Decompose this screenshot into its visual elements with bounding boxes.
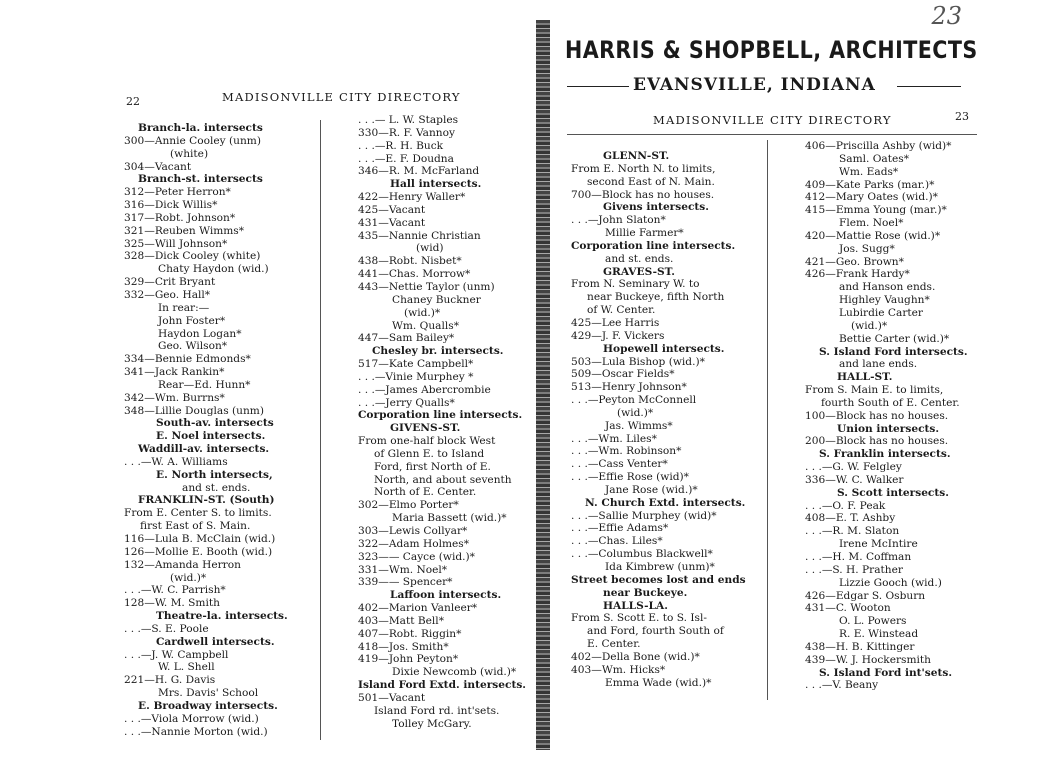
directory-line: 300—Annie Cooley (unm) <box>124 134 261 147</box>
directory-line: Saml. Oates* <box>839 152 910 165</box>
directory-line: From S. Main E. to limits, <box>805 384 944 397</box>
directory-line: . . .—O. F. Peak <box>805 499 886 512</box>
directory-line: 403—Wm. Hicks* <box>571 663 666 676</box>
directory-line: 317—Robt. Johnson* <box>124 211 236 224</box>
directory-line: 426—Edgar S. Osburn <box>805 589 926 602</box>
directory-line: O. L. Powers <box>839 615 907 628</box>
directory-line: 200—Block has no houses. <box>805 435 949 448</box>
column-divider-right <box>767 140 768 700</box>
directory-line: . . .—E. F. Doudna <box>358 152 454 165</box>
directory-line: fourth South of E. Center. <box>821 396 960 409</box>
directory-line: Jos. Sugg* <box>839 242 895 255</box>
directory-line: Emma Wade (wid.)* <box>605 676 712 689</box>
directory-line: Ida Kimbrew (unm)* <box>605 561 715 573</box>
directory-line: 323—— Cayce (wid.)* <box>358 550 475 563</box>
directory-line: second East of N. Main. <box>587 175 715 188</box>
directory-line: . . .—Vinie Murphey * <box>358 370 474 383</box>
directory-line: 501—Vacant <box>358 691 426 704</box>
right-page-number: 23 <box>955 110 969 123</box>
directory-line: From one-half block West <box>358 435 496 448</box>
directory-line: Bettie Carter (wid.)* <box>839 332 950 345</box>
ad-rule-right <box>897 86 961 87</box>
directory-line: . . .—R. H. Buck <box>358 139 444 152</box>
directory-line: 403—Matt Bell* <box>358 614 444 627</box>
directory-line: Tolley McGary. <box>392 717 472 730</box>
directory-line: S. Island Ford intersects. <box>819 345 968 358</box>
directory-line: Haydon Logan* <box>158 327 242 340</box>
directory-line: 415—Emma Young (mar.)* <box>805 204 947 217</box>
directory-line: of Glenn E. to Island <box>374 447 485 460</box>
directory-line: . . .—Jerry Qualls* <box>358 396 455 409</box>
directory-line: 422—Henry Waller* <box>358 191 466 204</box>
directory-line: Island Ford Extd. intersects. <box>358 679 526 692</box>
directory-line: Branch-la. intersects <box>138 122 263 134</box>
directory-line: From N. Seminary W. to <box>571 278 700 291</box>
directory-line: . . .—Wm. Robinson* <box>571 445 682 458</box>
directory-line: 332—Geo. Hall* <box>124 288 211 301</box>
directory-line: . . .—John Slaton* <box>571 214 666 227</box>
directory-line: Millie Farmer* <box>605 227 684 240</box>
directory-line: Corporation line intersects. <box>571 239 736 252</box>
directory-line: 425—Vacant <box>358 203 426 216</box>
directory-line: North of E. Center. <box>374 486 477 499</box>
directory-line: . . .—Wm. Liles* <box>571 432 657 445</box>
directory-line: . . .—Cass Venter* <box>571 458 668 471</box>
directory-line: of W. Center. <box>587 304 656 317</box>
directory-line: E. Center. <box>587 638 641 651</box>
directory-line: 438—H. B. Kittinger <box>805 640 915 653</box>
directory-line: 408—E. T. Ashby <box>805 512 896 525</box>
directory-line: 421—Geo. Brown* <box>805 255 904 268</box>
directory-line: . . .—R. M. Slaton <box>805 525 900 538</box>
directory-line: . . .—Sallie Murphey (wid)* <box>571 509 717 522</box>
directory-line: In rear:— <box>158 301 210 314</box>
directory-line: 438—Robt. Nisbet* <box>358 255 462 268</box>
directory-line: E. Noel intersects. <box>156 430 266 443</box>
directory-line: near Buckeye. <box>603 586 688 599</box>
directory-line: Jane Rose (wid.)* <box>605 483 698 496</box>
directory-line: 439—W. J. Hockersmith <box>805 653 931 666</box>
directory-line: 336—W. C. Walker <box>805 473 904 486</box>
directory-line: Waddill-av. intersects. <box>138 443 270 456</box>
directory-line: North, and about seventh <box>374 473 512 486</box>
directory-line: Street becomes lost and ends <box>571 573 746 586</box>
directory-line: South-av. intersects <box>156 417 274 430</box>
directory-line: Maria Bassett (wid.)* <box>392 512 507 525</box>
directory-line: and Hanson ends. <box>839 281 936 294</box>
directory-line: (wid.)* <box>170 571 207 584</box>
directory-line: E. Broadway intersects. <box>138 699 278 712</box>
directory-line: Lubirdie Carter <box>839 306 923 319</box>
directory-line: 221—H. G. Davis <box>124 674 216 687</box>
directory-line: Branch-st. intersects <box>138 173 263 186</box>
directory-line: HALLS-LA. <box>603 599 668 612</box>
directory-line: . . .—W. A. Williams <box>124 455 228 468</box>
directory-line: 331—Wm. Noel* <box>358 563 448 576</box>
directory-line: . . .—Effie Adams* <box>571 522 669 535</box>
directory-line: 447—Sam Bailey* <box>358 332 455 345</box>
directory-line: . . .—J. W. Campbell <box>124 648 229 661</box>
directory-line: 419—John Peyton* <box>358 653 459 666</box>
right-column-2 <box>805 140 968 692</box>
directory-line: Geo. Wilson* <box>158 340 228 353</box>
directory-line: 412—Mary Oates (wid.)* <box>805 191 938 204</box>
directory-line: N. Church Extd. intersects. <box>585 496 746 509</box>
directory-line: (wid.)* <box>404 306 441 319</box>
directory-line: Wm. Qualls* <box>392 319 460 332</box>
directory-line: Givens intersects. <box>603 201 709 214</box>
directory-line: Mrs. Davis' School <box>158 687 259 700</box>
directory-line: near Buckeye, fifth North <box>587 291 725 304</box>
directory-line: 402—Della Bone (wid.)* <box>571 650 700 663</box>
directory-line: 132—Amanda Herron <box>124 558 241 571</box>
directory-line: 431—C. Wooton <box>805 602 891 615</box>
directory-line: Chesley br. intersects. <box>372 345 504 358</box>
directory-line: 100—Block has no houses. <box>805 409 949 422</box>
directory-line: and Ford, fourth South of <box>587 625 724 638</box>
directory-line: 431—Vacant <box>358 216 426 229</box>
directory-line: Dixie Newcomb (wid.)* <box>392 666 517 679</box>
left-running-head: MADISONVILLE CITY DIRECTORY <box>222 90 461 104</box>
directory-line: From S. Scott E. to S. Isl- <box>571 612 707 625</box>
directory-line: 116—Lula B. McClain (wid.) <box>124 533 276 545</box>
directory-line: 407—Robt. Riggin* <box>358 627 462 640</box>
directory-line: Jas. Wimms* <box>605 419 673 432</box>
directory-line: 517—Kate Campbell* <box>358 358 474 371</box>
directory-line: S. Scott intersects. <box>837 486 949 499</box>
directory-line: S. Island Ford int'sets. <box>819 666 953 679</box>
directory-line: W. L. Shell <box>158 661 215 674</box>
handwritten-page-number: 23 <box>931 2 962 30</box>
directory-line: 425—Lee Harris <box>571 316 660 329</box>
directory-line: 341—Jack Rankin* <box>124 366 225 379</box>
directory-line: 321—Reuben Wimms* <box>124 224 245 237</box>
directory-line: 700—Block has no houses. <box>571 188 715 201</box>
directory-line: . . .—S. H. Prather <box>805 563 903 576</box>
directory-line: 322—Adam Holmes* <box>358 537 470 550</box>
directory-line: (wid.)* <box>617 406 654 419</box>
directory-line: Flem. Noel* <box>839 217 904 230</box>
directory-line: 126—Mollie E. Booth (wid.) <box>124 545 273 558</box>
directory-line: GLENN-ST. <box>603 150 670 162</box>
directory-line: Hopewell intersects. <box>603 342 725 355</box>
directory-line: . . .—Nannie Morton (wid.) <box>124 725 268 738</box>
directory-line: 435—Nannie Christian <box>358 229 481 242</box>
directory-line: From E. Center S. to limits. <box>124 507 272 520</box>
directory-line: 429—J. F. Vickers <box>571 329 665 342</box>
directory-line: 406—Priscilla Ashby (wid)* <box>805 140 952 152</box>
directory-line: 441—Chas. Morrow* <box>358 268 471 281</box>
directory-line: (wid.)* <box>851 319 888 332</box>
directory-line: 334—Bennie Edmonds* <box>124 353 251 366</box>
column-divider <box>320 120 321 740</box>
directory-line: HALL-ST. <box>837 371 893 384</box>
directory-line: 418—Jos. Smith* <box>358 640 449 653</box>
directory-line: and st. ends. <box>182 481 251 494</box>
directory-line: Chaty Haydon (wid.) <box>158 263 269 276</box>
directory-line: Cardwell intersects. <box>156 635 275 648</box>
directory-line: Laffoon intersects. <box>390 589 502 602</box>
directory-line: 426—Frank Hardy* <box>805 268 910 281</box>
directory-line: 302—Elmo Porter* <box>358 499 459 512</box>
ad-rule-left <box>567 86 629 87</box>
directory-line: and st. ends. <box>605 252 674 265</box>
directory-line: John Foster* <box>158 314 226 327</box>
directory-line: Hall intersects. <box>390 178 482 191</box>
directory-line: 509—Oscar Fields* <box>571 368 675 381</box>
directory-line: Union intersects. <box>837 422 940 435</box>
directory-line: 330—R. F. Vannoy <box>358 126 455 139</box>
architects-ad-location: EVANSVILLE, INDIANA <box>633 75 876 95</box>
directory-line: 342—Wm. Burrns* <box>124 391 225 404</box>
directory-line: . . .—Chas. Liles* <box>571 535 663 548</box>
left-column-2 <box>358 114 526 731</box>
directory-line: . . .—Peyton McConnell <box>571 394 697 407</box>
left-page-number: 22 <box>126 95 140 108</box>
directory-line: 348—Lillie Douglas (unm) <box>124 404 264 417</box>
directory-line: GRAVES-ST. <box>603 265 675 278</box>
directory-line: 303—Lewis Collyar* <box>358 525 468 537</box>
directory-line: E. North intersects, <box>156 468 273 481</box>
directory-line: Ford, first North of E. <box>374 460 491 473</box>
right-directory-page <box>545 0 1052 761</box>
architects-ad-title: HARRIS & SHOPBELL, ARCHITECTS <box>565 36 978 64</box>
directory-line: From E. North N. to limits, <box>571 162 716 175</box>
right-running-head: MADISONVILLE CITY DIRECTORY <box>653 113 892 127</box>
directory-line: 328—Dick Cooley (white) <box>124 250 261 263</box>
directory-line: Lizzie Gooch (wid.) <box>839 576 942 589</box>
directory-line: 409—Kate Parks (mar.)* <box>805 178 935 191</box>
directory-line: 329—Crit Bryant <box>124 276 216 289</box>
directory-line: Island Ford rd. int'sets. <box>374 704 500 717</box>
directory-line: Highley Vaughn* <box>839 294 930 307</box>
directory-line: Irene McIntire <box>839 538 918 551</box>
directory-line: 513—Henry Johnson* <box>571 381 687 394</box>
header-rule <box>567 134 977 135</box>
directory-line: S. Franklin intersects. <box>819 448 951 461</box>
directory-line: 128—W. M. Smith <box>124 597 220 610</box>
directory-line: 325—Will Johnson* <box>124 237 228 250</box>
directory-line: Rear—Ed. Hunn* <box>158 378 251 391</box>
directory-line: . . .—G. W. Felgley <box>805 461 902 474</box>
left-column-1 <box>124 122 288 739</box>
directory-line: 420—Mattie Rose (wid.)* <box>805 229 941 242</box>
right-column-1 <box>571 150 746 689</box>
directory-line: Theatre-la. intersects. <box>156 610 288 623</box>
directory-line: 304—Vacant <box>124 160 192 173</box>
directory-line: Chaney Buckner <box>392 293 481 306</box>
directory-line: . . .— L. W. Staples <box>358 114 459 126</box>
directory-line: . . .—S. E. Poole <box>124 622 209 635</box>
directory-line: FRANKLIN-ST. (South) <box>138 494 275 507</box>
directory-line: . . .—James Abercrombie <box>358 383 491 396</box>
directory-line: (wid) <box>416 242 444 255</box>
directory-line: . . .—Effie Rose (wid)* <box>571 471 689 484</box>
directory-line: Wm. Eads* <box>839 165 899 178</box>
directory-line: GIVENS-ST. <box>390 422 461 435</box>
directory-line: 402—Marion Vanleer* <box>358 602 478 615</box>
directory-line: Corporation line intersects. <box>358 409 523 422</box>
directory-line: . . .—Viola Morrow (wid.) <box>124 712 259 725</box>
directory-line: . . .—V. Beany <box>805 679 879 692</box>
directory-line: (white) <box>170 147 209 160</box>
directory-line: 339—— Spencer* <box>358 576 453 589</box>
directory-line: and lane ends. <box>839 358 918 371</box>
directory-line: 346—R. M. McFarland <box>358 165 480 178</box>
directory-line: . . .—Columbus Blackwell* <box>571 548 713 561</box>
directory-line: 316—Dick Willis* <box>124 199 218 212</box>
directory-line: 312—Peter Herron* <box>124 186 231 199</box>
directory-line: . . .—W. C. Parrish* <box>124 584 226 597</box>
directory-line: . . .—H. M. Coffman <box>805 551 912 563</box>
directory-line: R. E. Winstead <box>839 628 919 641</box>
directory-line: 503—Lula Bishop (wid.)* <box>571 355 705 368</box>
directory-line: 443—Nettie Taylor (unm) <box>358 280 495 293</box>
directory-line: first East of S. Main. <box>140 520 251 533</box>
